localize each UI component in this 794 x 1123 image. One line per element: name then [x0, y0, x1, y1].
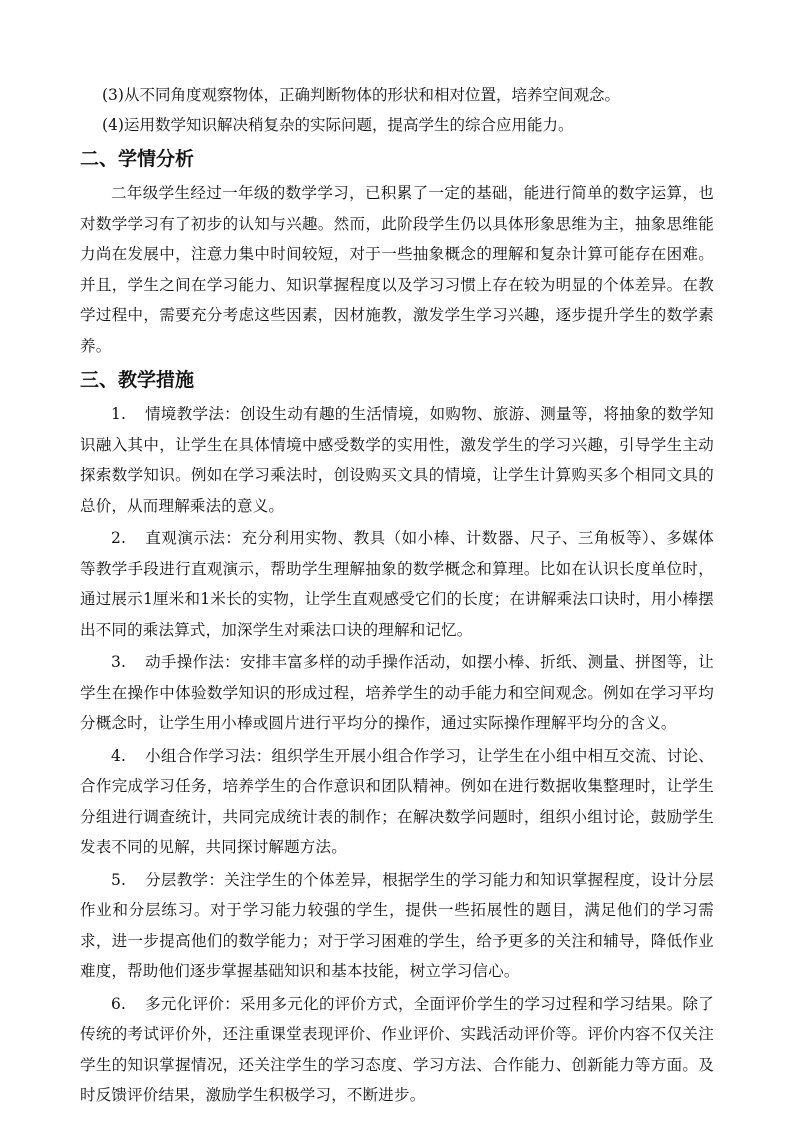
section-title-teaching-measures: 三、教学措施 — [80, 369, 195, 391]
student-analysis-paragraph: 二年级学生经过一年级的数学学习，已积累了一定的基础，能进行简单的数字运算，也对数学学习有了初步的认知与兴趣。然而，此阶段学生仍以具体形象思维为主，抽象思维能力尚在发展中，注意力集中时间较短，对于一些抽象概念的理解和复杂计算可能存在困难。并且，学生之间在学习能力、知识掌握程度以及学习习惯上存在较为明显的个体差异。在教学过程中，需要充分考虑这些因素，因材施教，激发学生学习兴趣，逐步提升学生的数学素养。 — [80, 184, 714, 355]
measure-number: 1. — [111, 405, 127, 423]
measure-text: 直观演示法：充分利用实物、教具（如小棒、计数器、尺子、三角板等）、多媒体等教学手段进行直观演示，帮助学生理解抽象的数学概念和算理。比如在认识长度单位时，通过展示1厘米和1米长的实物，让学生直观感受它们的长度；在讲解乘法口诀时，用小棒摆出不同的乘法算式，加深学生对乘法口诀的理解和记忆。 — [80, 529, 714, 639]
measure-item-4 — [80, 741, 714, 863]
measure-item-2 — [80, 523, 714, 645]
measure-item-5 — [80, 865, 714, 987]
measure-item-6 — [80, 989, 714, 1111]
measure-number: 6. — [111, 994, 127, 1013]
measure-item-1 — [80, 399, 714, 521]
measure-number: 5. — [111, 870, 127, 889]
measure-text: 分层教学：关注学生的个体差异，根据学生的学习能力和知识掌握程度，设计分层作业和分层练习。对于学习能力较强的学生，提供一些拓展性的题目，满足他们的学习需求，进一步提高他们的数学能力；对于学习困难的学生，给予更多的关注和辅导，降低作业难度，帮助他们逐步掌握基础知识和基本技能，树立学习信心。 — [80, 870, 714, 980]
measure-item-3 — [80, 647, 714, 739]
measure-text: 情境教学法：创设生动有趣的生活情境，如购物、旅游、测量等，将抽象的数学知识融入其中，让学生在具体情境中感受数学的实用性，激发学生的学习兴趣，引导学生主动探索数学知识。例如在学习乘法时，创设购买文具的情境，让学生计算购买多个相同文具的总价，从而理解乘法的意义。 — [80, 405, 714, 515]
measure-number: 4. — [111, 746, 127, 765]
goal-3: (3)从不同角度观察物体，正确判断物体的形状和相对位置，培养空间观念。 — [102, 86, 620, 104]
measure-number: 2. — [111, 529, 127, 547]
section-title-student-analysis: 二、学情分析 — [80, 148, 195, 170]
measure-number: 3. — [111, 653, 127, 671]
goal-4: (4)运用数学知识解决稍复杂的实际问题，提高学生的综合应用能力。 — [102, 116, 574, 134]
measure-text: 小组合作学习法：组织学生开展小组合作学习，让学生在小组中相互交流、讨论、合作完成学习任务，培养学生的合作意识和团队精神。例如在进行数据收集整理时，让学生分组进行调查统计，共同完成统计表的制作；在解决数学问题时，组织小组讨论，鼓励学生发表不同的见解，共同探讨解题方法。 — [80, 746, 714, 856]
measure-text: 多元化评价：采用多元化的评价方式，全面评价学生的学习过程和学习结果。除了传统的考试评价外，还注重课堂表现评价、作业评价、实践活动评价等。评价内容不仅关注学生的知识掌握情况，还关注学生的学习态度、学习方法、合作能力、创新能力等方面。及时反馈评价结果，激励学生积极学习，不断进步。 — [80, 994, 714, 1104]
measure-text: 动手操作法：安排丰富多样的动手操作活动，如摆小棒、折纸、测量、拼图等，让学生在操作中体验数学知识的形成过程，培养学生的动手能力和空间观念。例如在学习平均分概念时，让学生用小棒或圆片进行平均分的操作，通过实际操作理解平均分的含义。 — [80, 653, 714, 732]
